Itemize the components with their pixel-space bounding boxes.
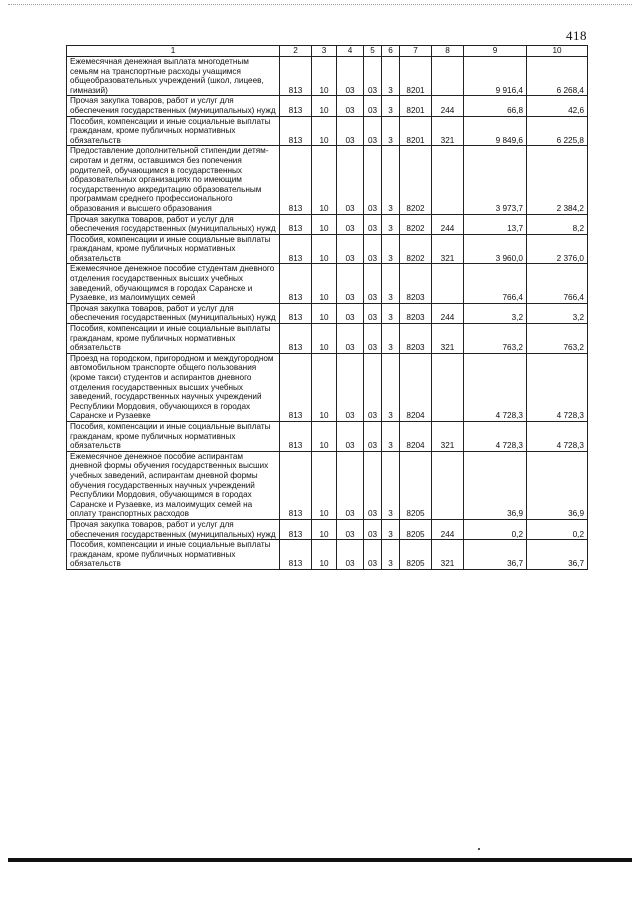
- col-5-cell: 03: [364, 214, 382, 234]
- col-9-cell: 3,2: [464, 303, 527, 323]
- col-4-cell: 03: [337, 264, 364, 303]
- col-4-cell: 03: [337, 57, 364, 96]
- row-name: Прочая закупка товаров, работ и услуг для обеспечения государственных (муниципальных) нужд: [67, 96, 280, 116]
- col-8-cell: [432, 146, 464, 214]
- col-3-cell: 10: [312, 519, 337, 539]
- col-3-cell: 10: [312, 116, 337, 146]
- table-row: [67, 146, 588, 214]
- table-row: [67, 234, 588, 264]
- row-name: Ежемесячная денежная выплата многодетным семьям на транспортные расходы учащимся общеобразовательных учреждений (школ, лицеев, гимназий): [67, 57, 280, 96]
- col-10-cell: 2 376,0: [527, 234, 588, 264]
- col-7-cell: 8202: [400, 146, 432, 214]
- col-9-cell: 4 728,3: [464, 421, 527, 451]
- col-9-cell: 763,2: [464, 324, 527, 354]
- col-6-cell: 3: [382, 353, 400, 421]
- col-10-cell: 3,2: [527, 303, 588, 323]
- table-row: [67, 540, 588, 570]
- col-header: 5: [364, 46, 382, 57]
- col-8-cell: 321: [432, 116, 464, 146]
- col-6-cell: 3: [382, 540, 400, 570]
- col-5-cell: 03: [364, 264, 382, 303]
- col-5-cell: 03: [364, 421, 382, 451]
- col-2-cell: 813: [280, 146, 312, 214]
- col-3-cell: 10: [312, 540, 337, 570]
- col-5-cell: 03: [364, 146, 382, 214]
- col-4-cell: 03: [337, 303, 364, 323]
- col-3-cell: 10: [312, 303, 337, 323]
- row-name: Пособия, компенсации и иные социальные выплаты гражданам, кроме публичных нормативных обязательств: [67, 234, 280, 264]
- row-name: Ежемесячное денежное пособие студентам дневного отделения государственных высших учебных заведений, обучающимся в городах Саранске и Рузаевке, из малоимущих семей: [67, 264, 280, 303]
- col-8-cell: 244: [432, 96, 464, 116]
- col-header: 8: [432, 46, 464, 57]
- col-7-cell: 8205: [400, 540, 432, 570]
- row-name: Ежемесячное денежное пособие аспирантам дневной формы обучения государственных высших учебных заведений, аспирантам дневной формы обучения государственных научных учреждений Республики Мордовия, обучающимся в городах Саранске и Рузаевке, из малоимущих семей на оплату транспортных расходов: [67, 451, 280, 519]
- table-row: [67, 116, 588, 146]
- table-row: [67, 57, 588, 96]
- col-10-cell: 6 225,8: [527, 116, 588, 146]
- col-6-cell: 3: [382, 96, 400, 116]
- row-name: Предоставление дополнительной стипендии детям-сиротам и детям, оставшимся без попечения родителей, обучающимся в государственных образовательных организациях по имеющим государственную аккредитацию образовательным программам среднего профессионального образования и высшего образования: [67, 146, 280, 214]
- col-8-cell: 321: [432, 324, 464, 354]
- page-number: 418: [566, 28, 587, 43]
- col-10-cell: 763,2: [527, 324, 588, 354]
- col-6-cell: 3: [382, 146, 400, 214]
- col-9-cell: 0,2: [464, 519, 527, 539]
- col-10-cell: 0,2: [527, 519, 588, 539]
- row-name: Прочая закупка товаров, работ и услуг для обеспечения государственных (муниципальных) нужд: [67, 519, 280, 539]
- col-6-cell: 3: [382, 214, 400, 234]
- col-3-cell: 10: [312, 57, 337, 96]
- col-4-cell: 03: [337, 451, 364, 519]
- table-row: [67, 421, 588, 451]
- col-5-cell: 03: [364, 519, 382, 539]
- col-7-cell: 8203: [400, 303, 432, 323]
- col-2-cell: 813: [280, 264, 312, 303]
- col-5-cell: 03: [364, 451, 382, 519]
- col-header: 1: [67, 46, 280, 57]
- table-row: [67, 324, 588, 354]
- col-6-cell: 3: [382, 451, 400, 519]
- row-name: Пособия, компенсации и иные социальные выплаты гражданам, кроме публичных нормативных обязательств: [67, 116, 280, 146]
- col-4-cell: 03: [337, 540, 364, 570]
- table-row: [67, 264, 588, 303]
- table-row: [67, 353, 588, 421]
- col-2-cell: 813: [280, 451, 312, 519]
- col-2-cell: 813: [280, 324, 312, 354]
- col-8-cell: [432, 264, 464, 303]
- col-3-cell: 10: [312, 451, 337, 519]
- col-3-cell: 10: [312, 146, 337, 214]
- col-3-cell: 10: [312, 353, 337, 421]
- row-name: Проезд на городском, пригородном и междугородном автомобильном транспорте общего пользования (кроме такси) студентов и аспирантов дневного отделения государственных высших учебных заведений, государственных научных учреждений Республики Мордовия, обучающихся в городах Саранске и Рузаевке: [67, 353, 280, 421]
- col-10-cell: 42,6: [527, 96, 588, 116]
- row-name: Пособия, компенсации и иные социальные выплаты гражданам, кроме публичных нормативных обязательств: [67, 421, 280, 451]
- col-header: 4: [337, 46, 364, 57]
- col-2-cell: 813: [280, 57, 312, 96]
- col-4-cell: 03: [337, 234, 364, 264]
- col-7-cell: 8201: [400, 116, 432, 146]
- col-6-cell: 3: [382, 324, 400, 354]
- col-3-cell: 10: [312, 264, 337, 303]
- col-2-cell: 813: [280, 234, 312, 264]
- col-10-cell: 4 728,3: [527, 421, 588, 451]
- table-body: [67, 57, 588, 570]
- col-10-cell: 2 384,2: [527, 146, 588, 214]
- col-4-cell: 03: [337, 214, 364, 234]
- row-name: Прочая закупка товаров, работ и услуг для обеспечения государственных (муниципальных) нужд: [67, 214, 280, 234]
- col-7-cell: 8201: [400, 57, 432, 96]
- col-7-cell: 8205: [400, 451, 432, 519]
- col-8-cell: 321: [432, 540, 464, 570]
- col-10-cell: 36,7: [527, 540, 588, 570]
- col-7-cell: 8203: [400, 324, 432, 354]
- table-row: [67, 96, 588, 116]
- col-7-cell: 8205: [400, 519, 432, 539]
- col-2-cell: 813: [280, 353, 312, 421]
- scan-top-edge: [8, 4, 632, 5]
- col-9-cell: 3 960,0: [464, 234, 527, 264]
- col-8-cell: 321: [432, 234, 464, 264]
- col-4-cell: 03: [337, 324, 364, 354]
- col-8-cell: 244: [432, 214, 464, 234]
- table-row: [67, 214, 588, 234]
- col-6-cell: 3: [382, 234, 400, 264]
- col-3-cell: 10: [312, 214, 337, 234]
- col-10-cell: 766,4: [527, 264, 588, 303]
- table-row: [67, 303, 588, 323]
- col-6-cell: 3: [382, 57, 400, 96]
- col-header: 10: [527, 46, 588, 57]
- col-8-cell: 321: [432, 421, 464, 451]
- col-7-cell: 8202: [400, 234, 432, 264]
- col-2-cell: 813: [280, 96, 312, 116]
- col-8-cell: 244: [432, 519, 464, 539]
- col-5-cell: 03: [364, 234, 382, 264]
- col-3-cell: 10: [312, 96, 337, 116]
- col-6-cell: 3: [382, 303, 400, 323]
- col-6-cell: 3: [382, 116, 400, 146]
- col-5-cell: 03: [364, 96, 382, 116]
- col-9-cell: 9 916,4: [464, 57, 527, 96]
- col-7-cell: 8204: [400, 353, 432, 421]
- col-9-cell: 766,4: [464, 264, 527, 303]
- col-2-cell: 813: [280, 303, 312, 323]
- col-9-cell: 36,9: [464, 451, 527, 519]
- col-8-cell: [432, 353, 464, 421]
- col-header: 2: [280, 46, 312, 57]
- col-2-cell: 813: [280, 540, 312, 570]
- col-2-cell: 813: [280, 214, 312, 234]
- col-7-cell: 8202: [400, 214, 432, 234]
- col-6-cell: 3: [382, 264, 400, 303]
- header-row: [67, 46, 588, 57]
- col-5-cell: 03: [364, 116, 382, 146]
- col-4-cell: 03: [337, 146, 364, 214]
- col-4-cell: 03: [337, 519, 364, 539]
- budget-table: [66, 45, 588, 570]
- col-2-cell: 813: [280, 116, 312, 146]
- col-5-cell: 03: [364, 540, 382, 570]
- col-4-cell: 03: [337, 96, 364, 116]
- col-8-cell: [432, 57, 464, 96]
- col-8-cell: [432, 451, 464, 519]
- col-header: 7: [400, 46, 432, 57]
- scan-speck: [478, 848, 480, 850]
- col-9-cell: 4 728,3: [464, 353, 527, 421]
- col-10-cell: 6 268,4: [527, 57, 588, 96]
- col-3-cell: 10: [312, 324, 337, 354]
- col-header: 3: [312, 46, 337, 57]
- col-5-cell: 03: [364, 303, 382, 323]
- col-9-cell: 13,7: [464, 214, 527, 234]
- col-7-cell: 8204: [400, 421, 432, 451]
- row-name: Пособия, компенсации и иные социальные выплаты гражданам, кроме публичных нормативных обязательств: [67, 324, 280, 354]
- col-4-cell: 03: [337, 116, 364, 146]
- col-6-cell: 3: [382, 519, 400, 539]
- col-3-cell: 10: [312, 234, 337, 264]
- col-10-cell: 4 728,3: [527, 353, 588, 421]
- col-header: 6: [382, 46, 400, 57]
- col-2-cell: 813: [280, 421, 312, 451]
- col-9-cell: 9 849,6: [464, 116, 527, 146]
- col-7-cell: 8203: [400, 264, 432, 303]
- table-row: [67, 451, 588, 519]
- col-10-cell: 36,9: [527, 451, 588, 519]
- col-4-cell: 03: [337, 421, 364, 451]
- col-10-cell: 8,2: [527, 214, 588, 234]
- col-9-cell: 3 973,7: [464, 146, 527, 214]
- scan-bottom-edge: [8, 858, 632, 862]
- col-header: 9: [464, 46, 527, 57]
- col-5-cell: 03: [364, 57, 382, 96]
- row-name: Пособия, компенсации и иные социальные выплаты гражданам, кроме публичных нормативных обязательств: [67, 540, 280, 570]
- col-5-cell: 03: [364, 324, 382, 354]
- col-7-cell: 8201: [400, 96, 432, 116]
- col-2-cell: 813: [280, 519, 312, 539]
- col-6-cell: 3: [382, 421, 400, 451]
- col-9-cell: 36,7: [464, 540, 527, 570]
- row-name: Прочая закупка товаров, работ и услуг для обеспечения государственных (муниципальных) нужд: [67, 303, 280, 323]
- table-row: [67, 519, 588, 539]
- col-5-cell: 03: [364, 353, 382, 421]
- col-4-cell: 03: [337, 353, 364, 421]
- col-9-cell: 66,8: [464, 96, 527, 116]
- col-8-cell: 244: [432, 303, 464, 323]
- col-3-cell: 10: [312, 421, 337, 451]
